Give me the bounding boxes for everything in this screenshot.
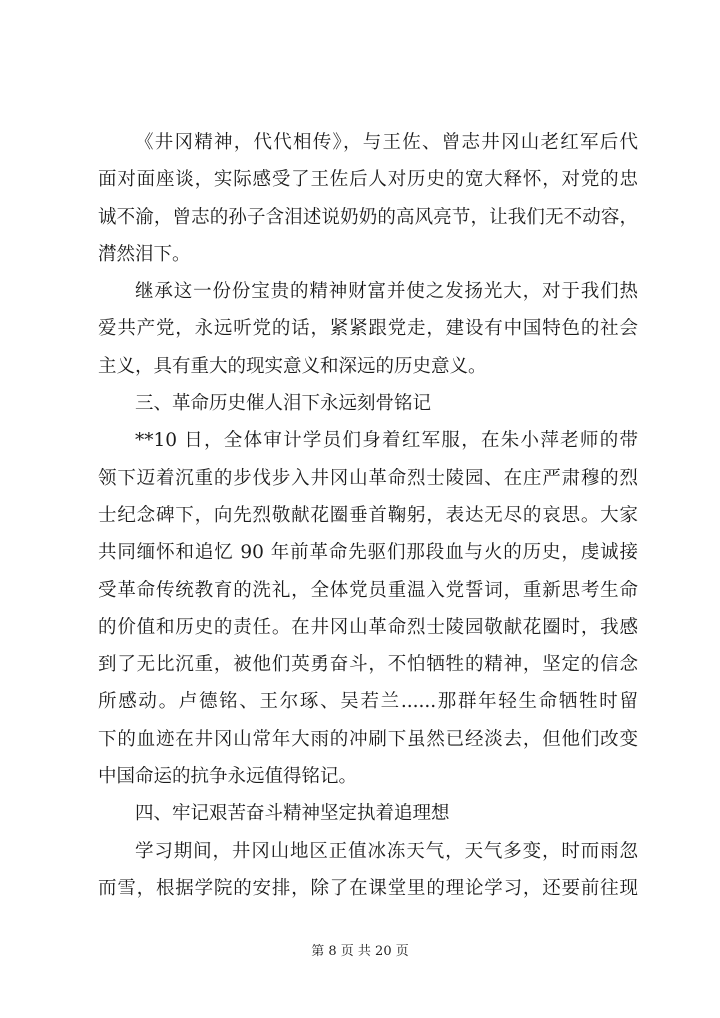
paragraph-line: 诚不渝，曾志的孙子含泪述说奶奶的高风亮节，让我们无不动容， bbox=[98, 206, 638, 228]
paragraph-line: 而雪，根据学院的安排，除了在课堂里的理论学习，还要前往现 bbox=[98, 877, 638, 899]
paragraph-line: 受革命传统教育的洗礼，全体党员重温入党誓词，重新思考生命 bbox=[98, 579, 638, 601]
section-heading: 三、革命历史催人泪下永远刻骨铭记 bbox=[135, 393, 432, 415]
paragraph-line: 学习期间，井冈山地区正值冰冻天气，天气多变，时而雨忽 bbox=[135, 840, 638, 862]
paragraph-line: 所感动。卢德铭、王尔琢、吴若兰......那群年轻生命牺牲时留 bbox=[98, 691, 638, 713]
paragraph-line: 面对面座谈，实际感受了王佐后人对历史的宽大释怀，对党的忠 bbox=[98, 169, 638, 191]
paragraph-line: 士纪念碑下，向先烈敬献花圈垂首鞠躬，表达无尽的哀思。大家 bbox=[98, 504, 638, 526]
paragraph-line: 继承这一份份宝贵的精神财富并使之发扬光大，对于我们热 bbox=[135, 281, 638, 303]
paragraph-line: **10 日，全体审计学员们身着红军服，在朱小萍老师的带 bbox=[135, 430, 638, 452]
paragraph-line: 爱共产党，永远听党的话，紧紧跟党走，建设有中国特色的社会 bbox=[98, 318, 638, 340]
paragraph-line: 潸然泪下。 bbox=[98, 243, 191, 265]
page-footer: 第 8 页 共 20 页 bbox=[311, 944, 409, 959]
paragraph-line: 主义，具有重大的现实意义和深远的历史意义。 bbox=[98, 355, 487, 377]
paragraph-line: 的价值和历史的责任。在井冈山革命烈士陵园敬献花圈时，我感 bbox=[98, 616, 638, 638]
paragraph-line: 中国命运的抗争永远值得铭记。 bbox=[98, 766, 358, 788]
paragraph-line: 下的血迹在井冈山常年大雨的冲刷下虽然已经淡去，但他们改变 bbox=[98, 728, 638, 750]
paragraph-line: 到了无比沉重，被他们英勇奋斗，不怕牺牲的精神，坚定的信念 bbox=[98, 654, 638, 676]
section-heading: 四、牢记艰苦奋斗精神坚定执着追理想 bbox=[135, 803, 450, 825]
paragraph-line: 共同缅怀和追忆 90 年前革命先驱们那段血与火的历史，虔诚接 bbox=[98, 542, 638, 564]
body-text bbox=[98, 124, 638, 907]
paragraph-line: 领下迈着沉重的步伐步入井冈山革命烈士陵园、在庄严肃穆的烈 bbox=[98, 467, 638, 489]
paragraph-line: 《井冈精神，代代相传》，与王佐、曾志井冈山老红军后代 bbox=[135, 132, 638, 153]
